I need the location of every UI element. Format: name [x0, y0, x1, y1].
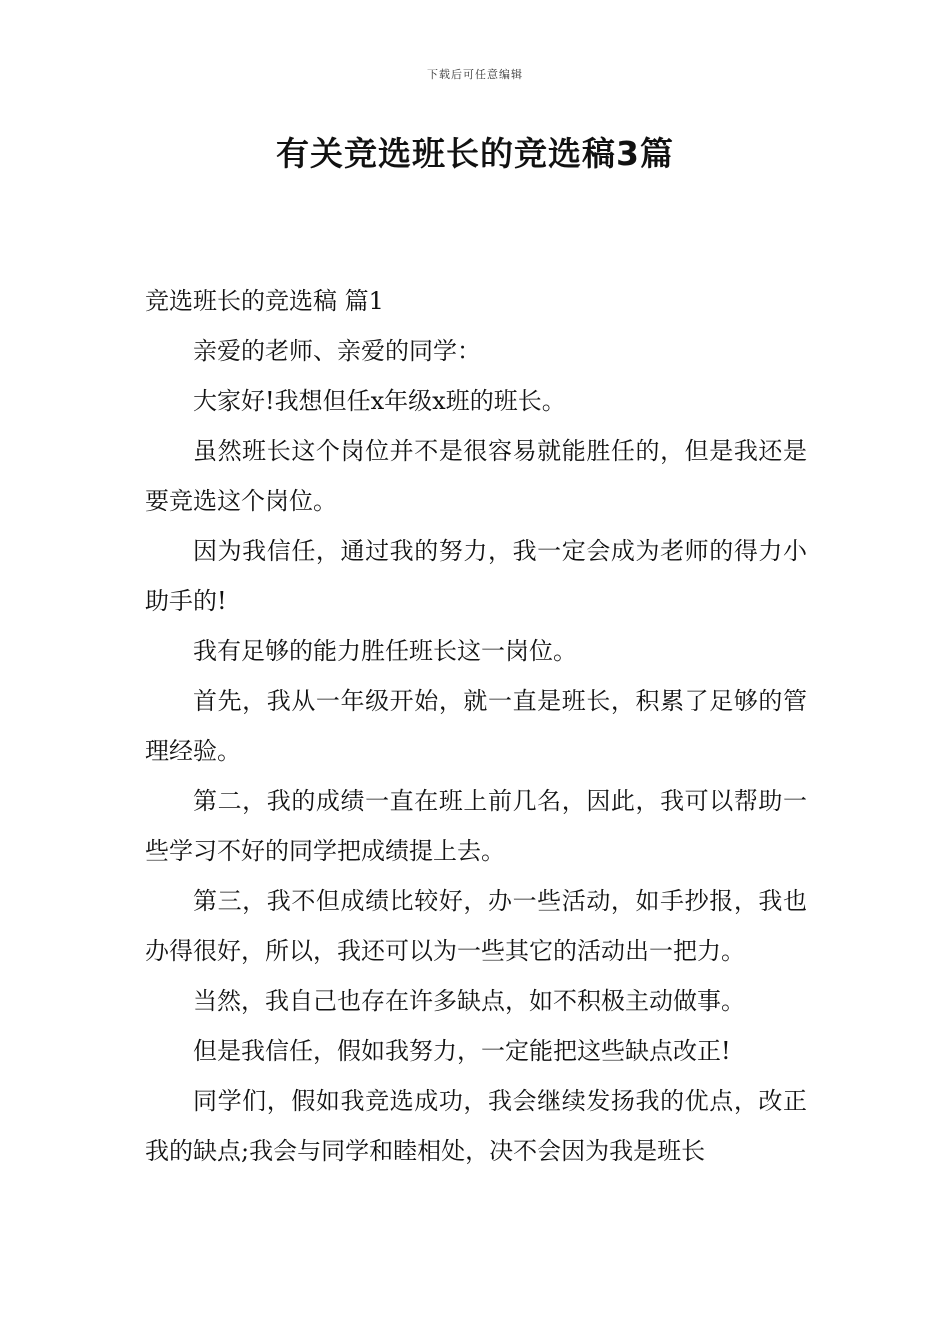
paragraph: 但是我信任，假如我努力，一定能把这些缺点改正!	[193, 1037, 731, 1065]
paragraph-greeting: 亲爱的老师、亲爱的同学：	[193, 337, 481, 365]
paragraph: 因为我信任，通过我的努力，我一定会成为老师的得力小助手的!	[145, 537, 807, 615]
document-body	[145, 276, 807, 1176]
document-title: 有关竞选班长的竞选稿3篇	[276, 134, 674, 173]
paragraph: 第二，我的成绩一直在班上前几名，因此，我可以帮助一些学习不好的同学把成绩提上去。	[145, 787, 807, 865]
paragraph: 大家好!我想但任x年级x班的班长。	[193, 387, 566, 415]
section-heading: 竞选班长的竞选稿 篇1	[145, 287, 384, 315]
paragraph: 虽然班长这个岗位并不是很容易就能胜任的，但是我还是要竞选这个岗位。	[145, 437, 807, 515]
paragraph: 我有足够的能力胜任班长这一岗位。	[193, 637, 577, 665]
paragraph: 第三，我不但成绩比较好，办一些活动，如手抄报，我也办得很好，所以，我还可以为一些其它的活动出一把力。	[145, 887, 807, 965]
paragraph: 当然，我自己也存在许多缺点，如不积极主动做事。	[193, 987, 745, 1015]
header-note: 下载后可任意编辑	[427, 68, 523, 81]
paragraph: 首先，我从一年级开始，就一直是班长，积累了足够的管理经验。	[145, 687, 807, 765]
paragraph: 同学们，假如我竞选成功，我会继续发扬我的优点，改正我的缺点;我会与同学和睦相处，决不会因为我是班长	[145, 1087, 807, 1165]
